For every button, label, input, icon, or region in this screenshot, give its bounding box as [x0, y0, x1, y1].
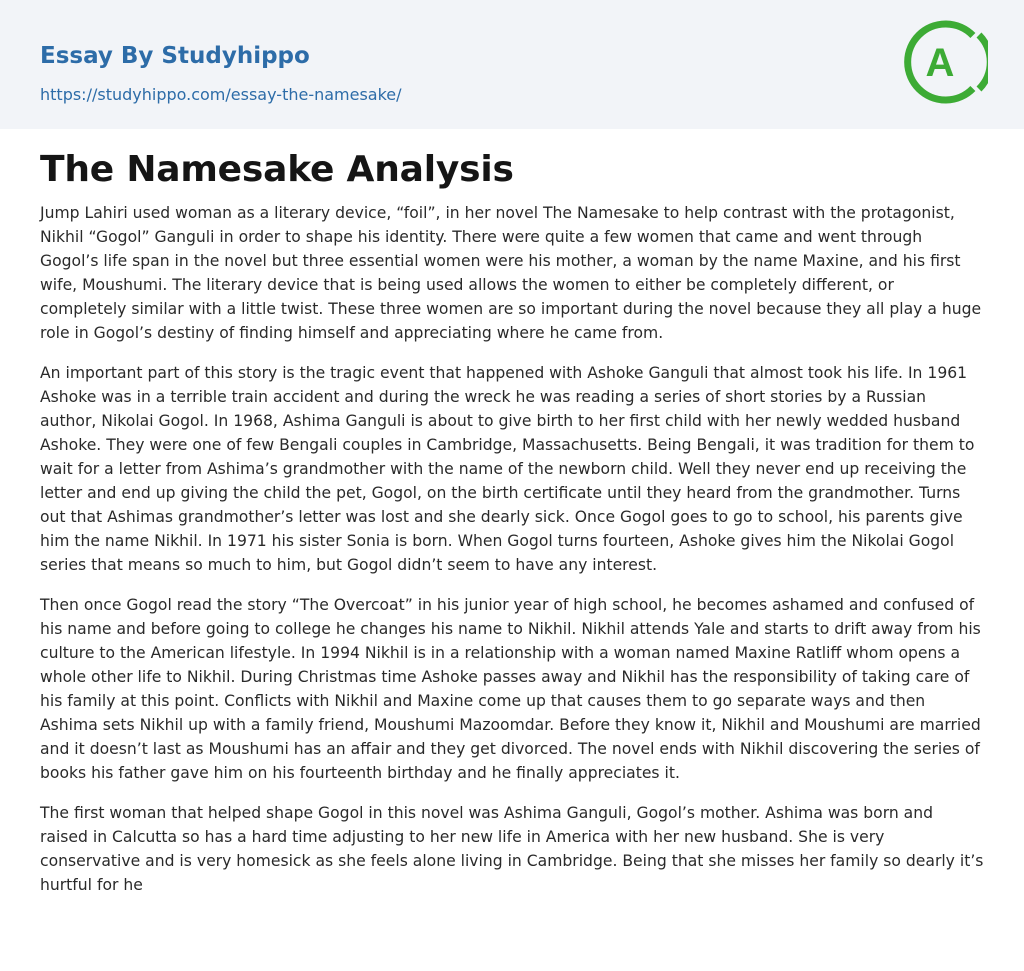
- paragraph-3: Then once Gogol read the story “The Overcoat” in his junior year of high school, he becomes ashamed and confused of his name and before going to college he changes his name to Nikhil. Nikhil attends Yale and starts to drift away from his culture to the American lifestyle. In 1994 Nikhil is in a relationship with a woman named Maxine Ratliff whom opens a whole other life to Nikhil. During Christmas time Ashoke passes away and Nikhil has the responsibility of taking care of his family at this point. Conflicts with Nikhil and Maxine come up that causes them to go separate ways and then Ashima sets Nikhil up with a family friend, Moushumi Mazoomdar. Before they know it, Nikhil and Moushumi are married and it doesn’t last as Moushumi has an affair and they get divorced. The novel ends with Nikhil discovering the series of books his father gave him on his fourteenth birthday and he finally appreciates it.: [40, 596, 981, 782]
- paragraph-1: Jump Lahiri used woman as a literary device, “foil”, in her novel The Namesake to help contrast with the protagonist, Nikhil “Gogol” Ganguli in order to shape his identity. There were quite a few women that came and went through Gogol’s life span in the novel but three essential women were his mother, a woman by the name Maxine, and his first wife, Moushumi. The literary device that is being used allows the women to either be completely different, or completely similar with a little twist. These three women are so important during the novel because they all play a huge role in Gogol’s destiny of finding himself and appreciating where he came from.: [40, 204, 982, 342]
- page-header: [0, 0, 1024, 129]
- paragraph-4: The first woman that helped shape Gogol in this novel was Ashima Ganguli, Gogol’s mother. Ashima was born and raised in Calcutta so has a hard time adjusting to her new life in America with her new husband. She is very conservative and is very homesick as she feels alone living in Cambridge. Being that she misses her family so dearly it’s hurtful for he: [40, 804, 984, 894]
- studyhippo-logo-icon[interactable]: [902, 19, 988, 105]
- essay-url-link[interactable]: https://studyhippo.com/essay-the-namesake/: [40, 85, 402, 104]
- paragraph-2: An important part of this story is the tragic event that happened with Ashoke Ganguli that almost took his life. In 1961 Ashoke was in a terrible train accident and during the wreck he was reading a series of short stories by a Russian author, Nikolai Gogol. In 1968, Ashima Ganguli is about to give birth to her first child with her newly wedded husband Ashoke. They were one of few Bengali couples in Cambridge, Massachusetts. Being Bengali, it was tradition for them to wait for a letter from Ashima’s grandmother with the name of the newborn child. Well they never end up receiving the letter and end up giving the child the pet, Gogol, on the birth certificate until they heard from the grandmother. Turns out that Ashimas grandmother’s letter was lost and she dearly sick. Once Gogol goes to go to school, his parents give him the name Nikhil. In 1971 his sister Sonia is born. When Gogol turns fourteen, Ashoke gives him the Nikolai Gogol series that means so much to him, but Gogol didn’t seem to have any interest.: [40, 364, 975, 574]
- svg-text:A: A: [925, 41, 955, 85]
- article: [0, 149, 1024, 897]
- page-title: The Namesake Analysis: [40, 149, 514, 190]
- site-brand[interactable]: Essay By Studyhippo: [40, 43, 310, 69]
